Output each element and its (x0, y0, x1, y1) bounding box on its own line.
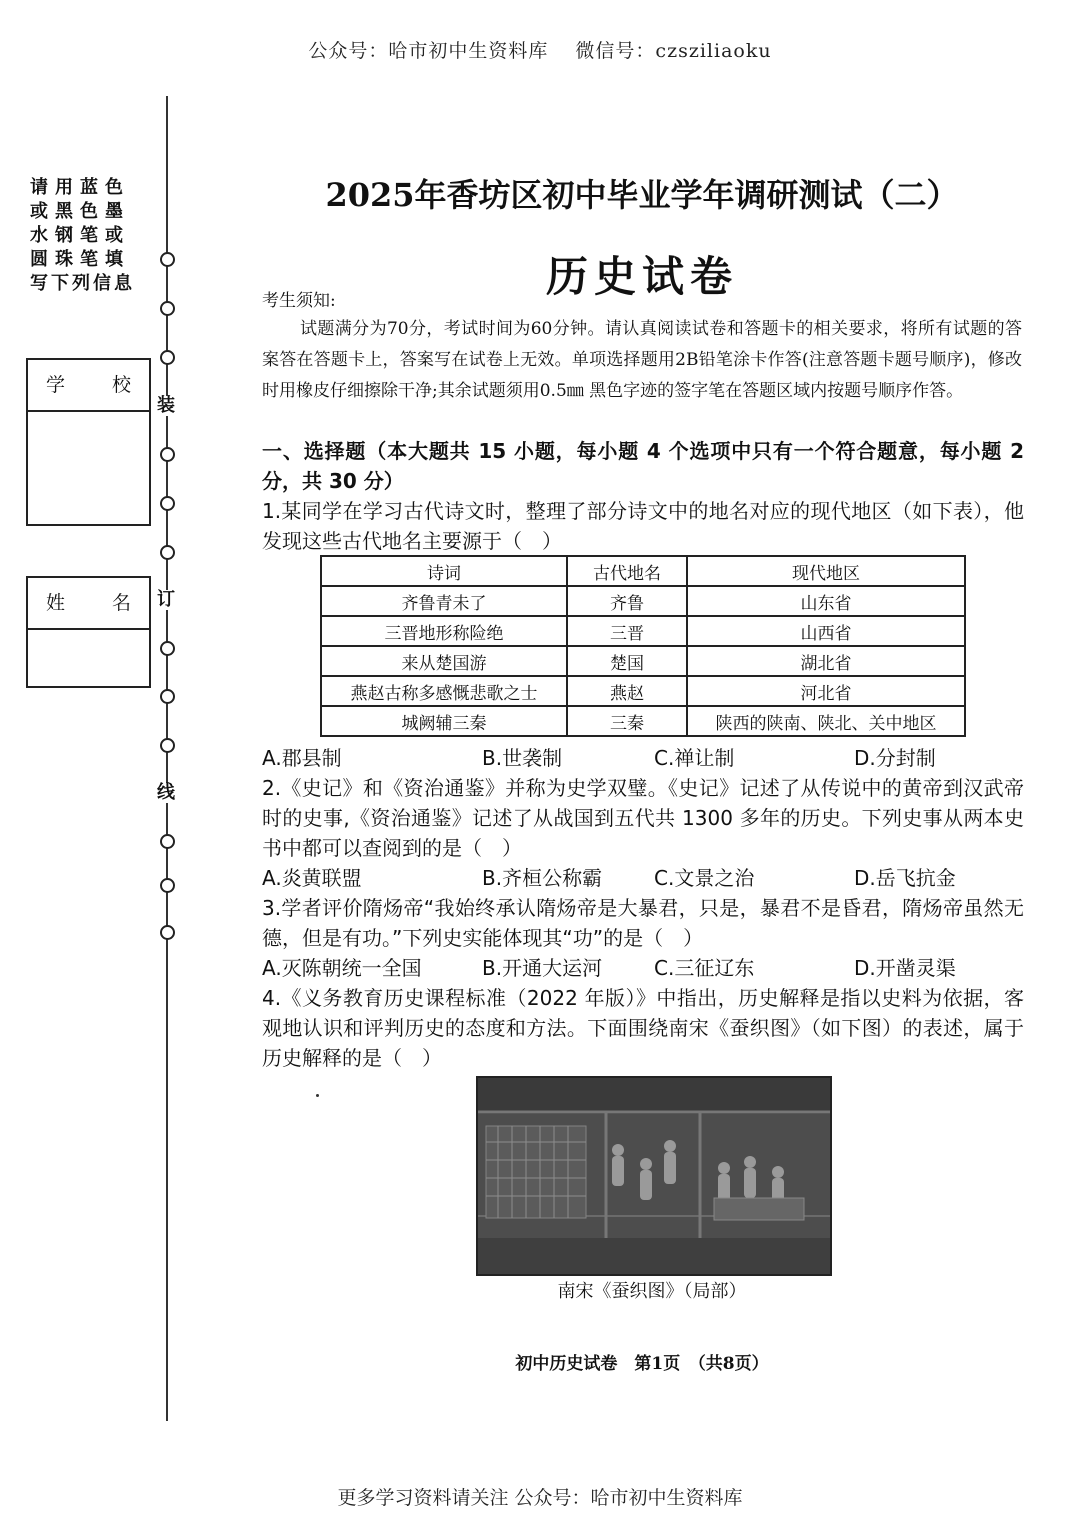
name-label: 姓 名 (28, 578, 149, 630)
silk-weaving-painting-image (476, 1076, 832, 1276)
option-d[interactable]: D.岳飞抗金 (854, 866, 956, 890)
poem-place-table (320, 555, 966, 737)
table-row (321, 616, 965, 646)
table-cell: 楚国 (567, 646, 687, 676)
table-row (321, 586, 965, 616)
fill-instructions (30, 176, 146, 296)
binding-hole (160, 689, 175, 704)
binding-hole (160, 834, 175, 849)
page-footer: 初中历史试卷 第1页 （共8页） (515, 1354, 769, 1374)
school-label: 学 校 (28, 360, 149, 412)
option-b[interactable]: B.世袭制 (482, 746, 563, 770)
stray-dot (316, 1094, 319, 1097)
table-row (321, 706, 965, 736)
option-b[interactable]: B.开通大运河 (482, 956, 603, 980)
binding-hole (160, 738, 175, 753)
option-a[interactable]: A.郡县制 (262, 746, 342, 770)
bottom-banner: 更多学习资料请关注 公众号：哈市初中生资料库 (337, 1487, 743, 1509)
binding-line (166, 96, 168, 1421)
table-cell: 陕西的陕南、陕北、关中地区 (687, 706, 965, 736)
table-cell: 齐鲁 (567, 586, 687, 616)
table-cell: 山西省 (687, 616, 965, 646)
table-cell: 三晋地形称险绝 (321, 616, 567, 646)
table-cell: 三秦 (567, 706, 687, 736)
option-a[interactable]: A.炎黄联盟 (262, 866, 362, 890)
table-cell: 城阙辅三秦 (321, 706, 567, 736)
table-cell: 燕赵古称多感慨悲歌之士 (321, 676, 567, 706)
question-4-stem: 4.《义务教育历史课程标准（2022 年版）》中指出，历史解释是指以史料为依据，客观地认识和评判历史的态度和方法。下面围绕南宋《蚕织图》（如下图）的表述，属于历史解释的是（ ） (262, 986, 1024, 1070)
option-a[interactable]: A.灭陈朝统一全国 (262, 956, 422, 980)
question-3-stem: 3.学者评价隋炀帝“我始终承认隋炀帝是大暴君，只是，暴君不是昏君，隋炀帝虽然无德，但是有功。”下列史实能体现其“功”的是（ ） (262, 896, 1024, 950)
figure-caption: 南宋《蚕织图》（局部） (557, 1281, 747, 1302)
question-3-options (262, 953, 1024, 983)
table-row (321, 676, 965, 706)
table-cell: 山东省 (687, 586, 965, 616)
option-b[interactable]: B.齐桓公称霸 (482, 866, 603, 890)
instruction-line: 或黑色墨 (30, 201, 130, 222)
table-cell: 三晋 (567, 616, 687, 646)
binding-hole (160, 350, 175, 365)
option-d[interactable]: D.开凿灵渠 (854, 956, 956, 980)
exam-title: 2025年香坊区初中毕业学年调研测试（二） (325, 176, 959, 214)
binding-hole (160, 878, 175, 893)
table-header: 诗词 (321, 556, 567, 586)
table-cell: 来从楚国游 (321, 646, 567, 676)
table-cell: 湖北省 (687, 646, 965, 676)
question-2-options (262, 863, 1024, 893)
school-field[interactable] (28, 412, 149, 522)
binding-hole (160, 252, 175, 267)
binding-hole (160, 641, 175, 656)
table-header: 古代地名 (567, 556, 687, 586)
table-row (321, 646, 965, 676)
instruction-line: 写下列信息 (30, 273, 135, 294)
instruction-line: 圆珠笔填 (30, 249, 130, 270)
name-field[interactable] (28, 630, 149, 684)
binding-hole (160, 496, 175, 511)
top-banner: 公众号：哈市初中生资料库 微信号：czsziliaoku (308, 40, 772, 62)
table-cell: 河北省 (687, 676, 965, 706)
question-1-stem: 1.某同学在学习古代诗文时，整理了部分诗文中的地名对应的现代地区（如下表），他发现这些古代地名主要源于（ ） (262, 499, 1024, 553)
option-c[interactable]: C.三征辽东 (654, 956, 755, 980)
section-heading: 一、选择题（本大题共 15 小题，每小题 4 个选项中只有一个符合题意，每小题 2 分，共 30 分） (262, 439, 1024, 493)
instruction-line: 水钢笔或 (30, 225, 130, 246)
table-header: 现代地区 (687, 556, 965, 586)
option-c[interactable]: C.禅让制 (654, 746, 735, 770)
binding-char-zhuang: 装 (157, 395, 175, 416)
instruction-line: 请用蓝色 (30, 177, 130, 198)
binding-hole (160, 925, 175, 940)
question-1-options (262, 743, 1024, 773)
exam-subtitle: 历史试卷 (545, 252, 738, 301)
option-c[interactable]: C.文景之治 (654, 866, 755, 890)
table-cell: 燕赵 (567, 676, 687, 706)
option-d[interactable]: D.分封制 (854, 746, 936, 770)
name-box (26, 576, 151, 688)
question-2-stem: 2.《史记》和《资治通鉴》并称为史学双璧。《史记》记述了从传说中的黄帝到汉武帝时的史事,《资治通鉴》记述了从战国到五代共 1300 多年的历史。下列史事从两本史书中都可以查阅到的是（ ） (262, 776, 1024, 860)
table-header-row (321, 556, 965, 586)
painting-illustration (478, 1078, 830, 1274)
table-cell: 齐鲁青未了 (321, 586, 567, 616)
binding-char-xian: 线 (157, 782, 175, 803)
notice-label: 考生须知: (262, 291, 336, 311)
notice-body: 试题满分为70分，考试时间为60分钟。请认真阅读试卷和答题卡的相关要求，将所有试题的答案答在答题卡上，答案写在试卷上无效。单项选择题用2B铅笔涂卡作答(注意答题卡题号顺序)，修改时用橡皮仔细擦除干净;其余试题须用0.5㎜ 黑色字迹的签字笔在答题区域内按题号顺序作答。 (262, 319, 1022, 401)
binding-hole (160, 301, 175, 316)
school-box (26, 358, 151, 526)
binding-hole (160, 447, 175, 462)
binding-char-ding: 订 (157, 589, 175, 610)
binding-hole (160, 545, 175, 560)
